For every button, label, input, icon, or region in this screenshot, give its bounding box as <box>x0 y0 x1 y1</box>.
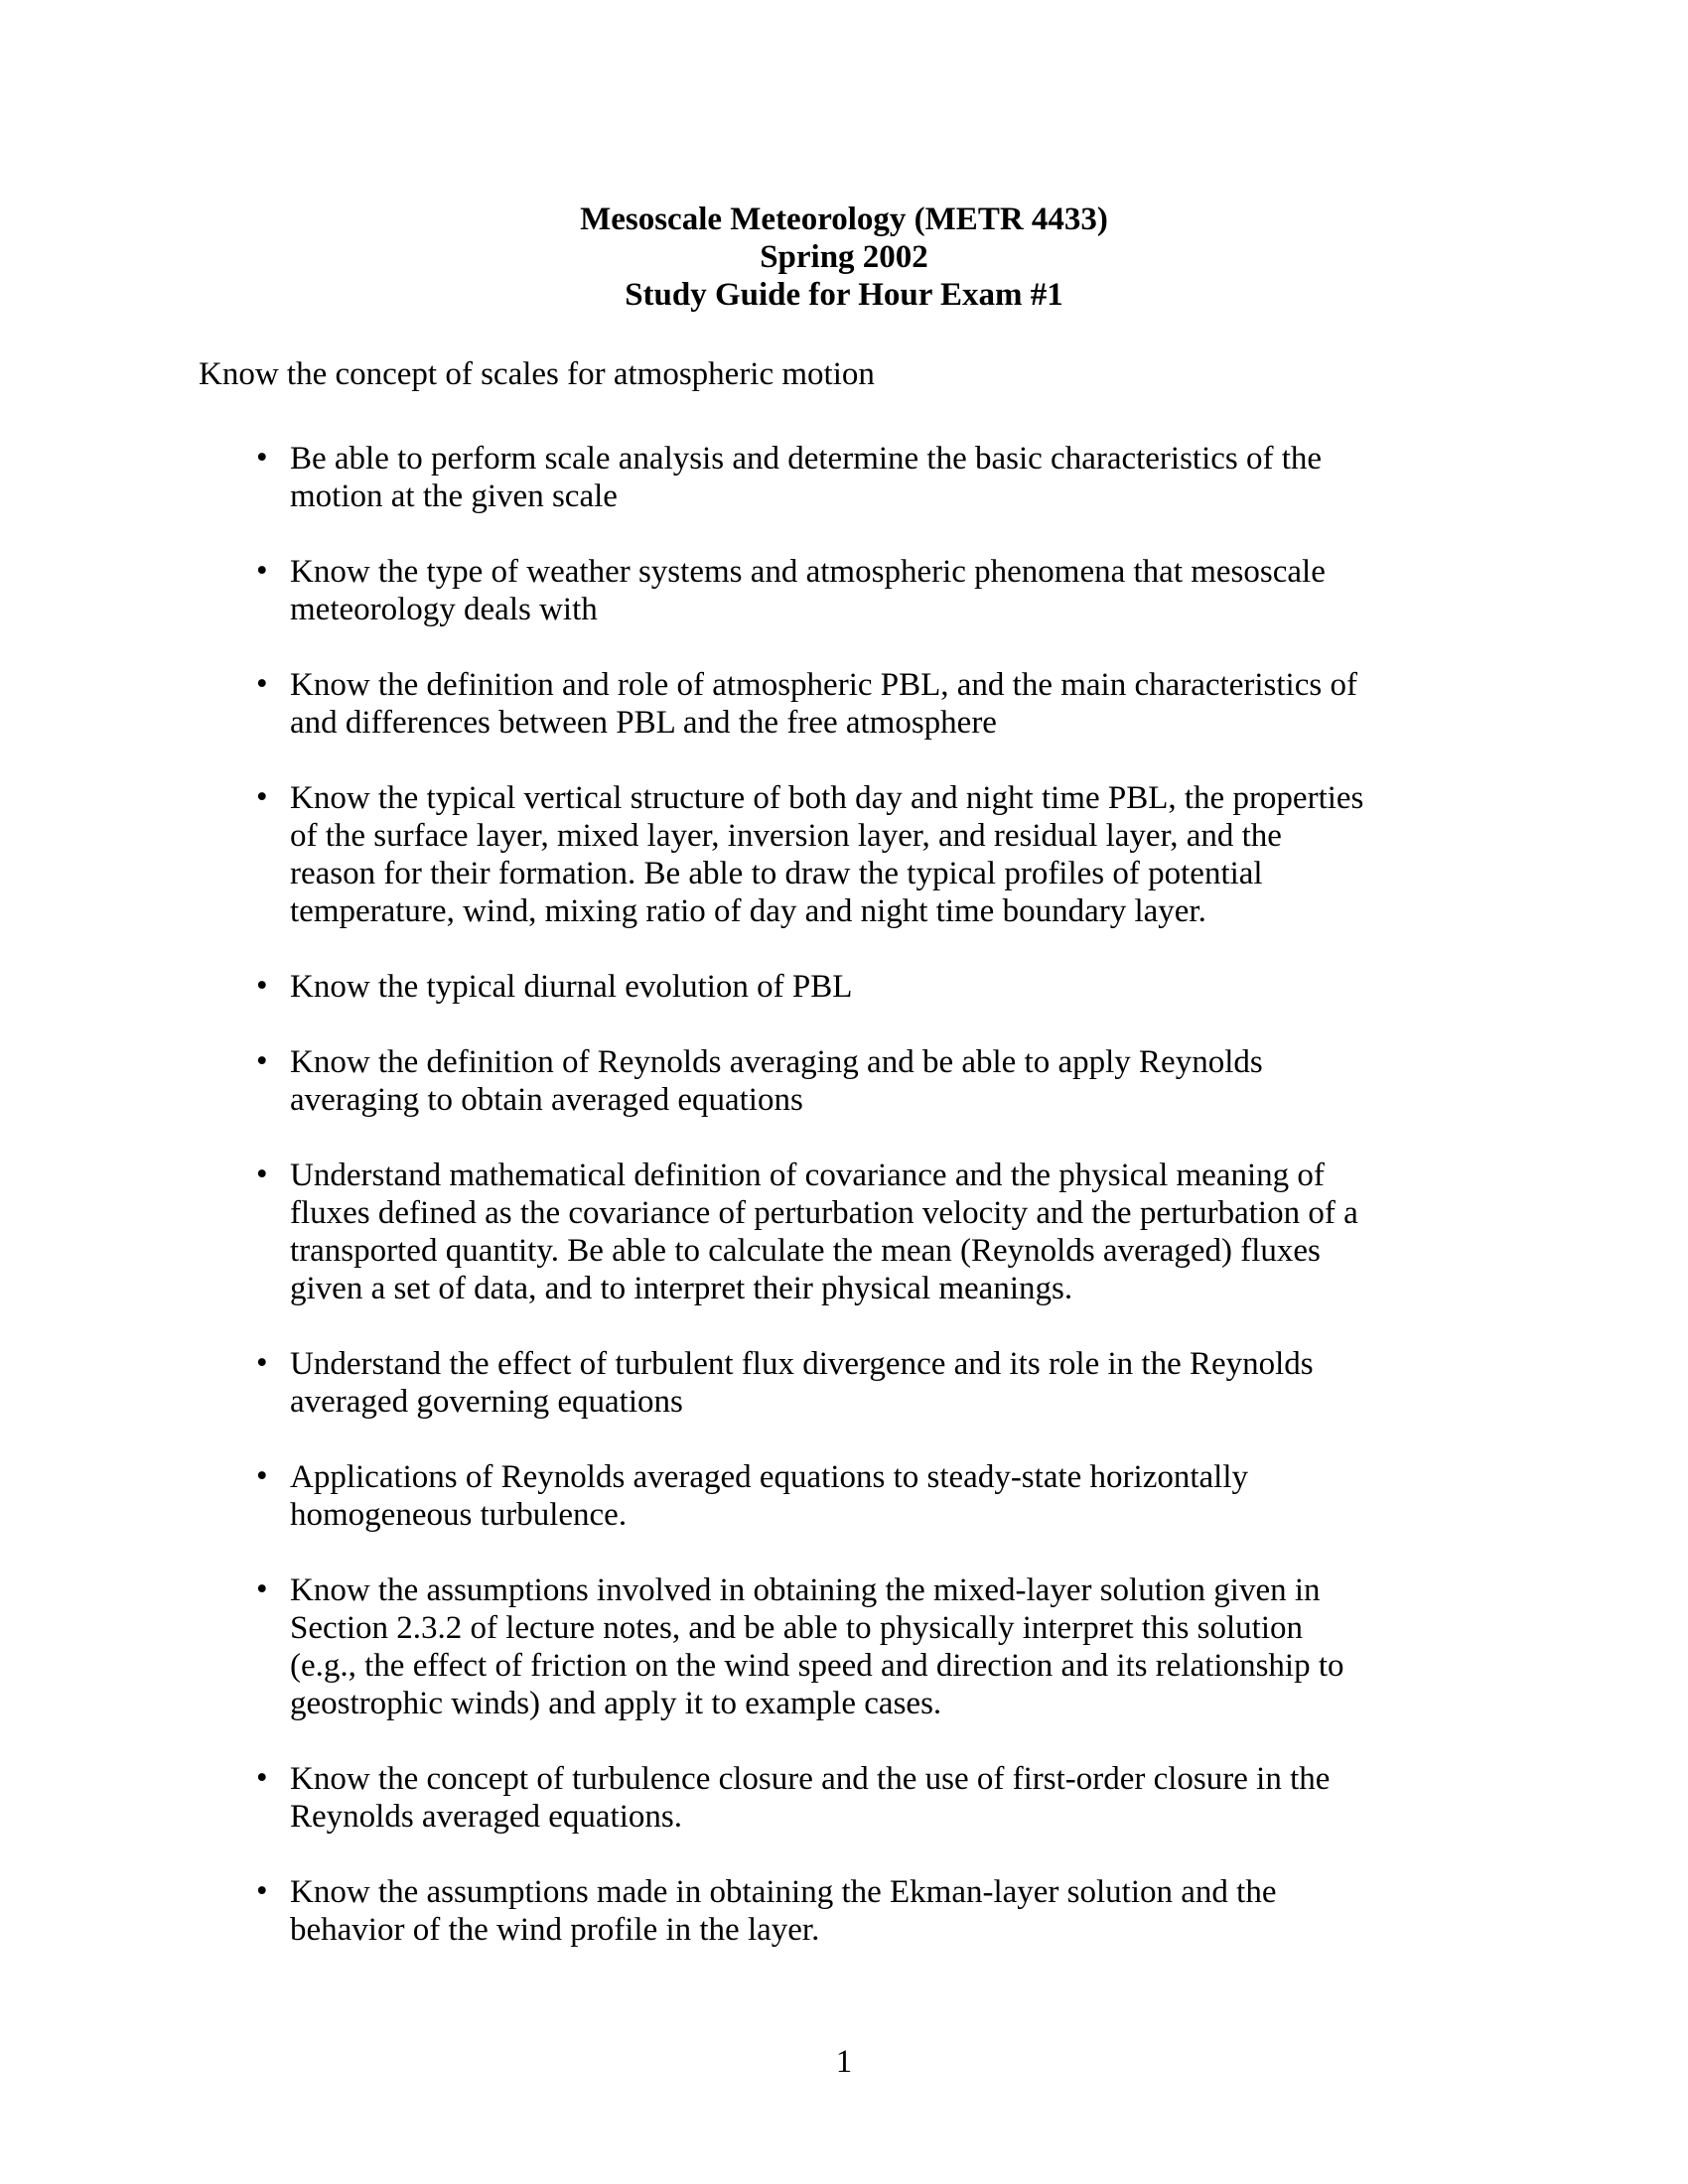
intro-paragraph: Know the concept of scales for atmospheric motion <box>199 356 875 392</box>
bullet-icon: • <box>256 779 268 815</box>
bullet-text: Know the typical vertical structure of both day and night time PBL, the properties of the surface layer, mixed layer, inversion layer, and residual layer, and the reason for their formation. Be able to draw the typical profiles of potential temperature, wind, mixing ratio of day and night time boundary layer. <box>290 780 1364 929</box>
bullet-text: Know the assumptions made in obtaining the Ekman-layer solution and the behavior of the wind profile in the layer. <box>290 1874 1277 1948</box>
bullet-text: Be able to perform scale analysis and determine the basic characteristics of the motion at the given scale <box>290 441 1323 514</box>
title-line-course: Mesoscale Meteorology (METR 4433) <box>580 202 1108 237</box>
list-item <box>199 1760 1489 1836</box>
bullet-icon: • <box>256 1157 268 1192</box>
bullet-icon: • <box>256 440 268 476</box>
list-item <box>199 1571 1489 1722</box>
bullet-text: Know the concept of turbulence closure and the use of first-order closure in the Reynolds averaged equations. <box>290 1761 1331 1835</box>
document-content <box>199 0 1489 1986</box>
bullet-icon: • <box>256 1043 268 1079</box>
document-title <box>199 201 1489 314</box>
list-item <box>199 1873 1489 1949</box>
bullet-text: Applications of Reynolds averaged equations to steady-state horizontally homogeneous turbulence. <box>290 1459 1248 1533</box>
bullet-text: Know the assumptions involved in obtaining the mixed-layer solution given in Section 2.3.2 of lecture notes, and be able to physically interpret this solution (e.g., the effect of friction on the wind speed and direction and its relationship to geostrophic winds) and apply it to example cases. <box>290 1572 1344 1721</box>
list-item <box>199 1458 1489 1534</box>
list-item <box>199 1345 1489 1421</box>
bullet-text: Understand mathematical definition of covariance and the physical meaning of fluxes defined as the covariance of perturbation velocity and the perturbation of a transported quantity. Be able to calculate the mean (Reynolds averaged) fluxes given a set of data, and to interpret their physical meanings. <box>290 1158 1358 1306</box>
list-item <box>199 440 1489 515</box>
list-item <box>199 666 1489 742</box>
list-item <box>199 779 1489 930</box>
bullet-icon: • <box>256 666 268 702</box>
bullet-text: Know the definition of Reynolds averaging and be able to apply Reynolds averaging to obtain averaged equations <box>290 1044 1263 1118</box>
bullet-text: Know the definition and role of atmospheric PBL, and the main characteristics of and differences between PBL and the free atmosphere <box>290 667 1357 741</box>
list-item <box>199 1157 1489 1307</box>
bullet-text: Know the typical diurnal evolution of PBL <box>290 969 853 1005</box>
bullet-icon: • <box>256 1345 268 1381</box>
title-line-subject: Study Guide for Hour Exam #1 <box>625 277 1063 313</box>
list-item <box>199 968 1489 1006</box>
bullet-icon: • <box>256 1571 268 1607</box>
bullet-icon: • <box>256 553 268 589</box>
list-item <box>199 1043 1489 1119</box>
bullet-icon: • <box>256 1458 268 1494</box>
bullet-icon: • <box>256 1873 268 1909</box>
bullet-icon: • <box>256 1760 268 1796</box>
bullet-text: Know the type of weather systems and atmospheric phenomena that mesoscale meteorology deals with <box>290 554 1326 627</box>
list-item <box>199 553 1489 628</box>
bullet-text: Understand the effect of turbulent flux divergence and its role in the Reynolds averaged governing equations <box>290 1346 1314 1420</box>
bullet-icon: • <box>256 968 268 1004</box>
page-number: 1 <box>835 2044 853 2080</box>
title-line-term: Spring 2002 <box>760 239 928 275</box>
bullet-list <box>199 440 1489 1949</box>
